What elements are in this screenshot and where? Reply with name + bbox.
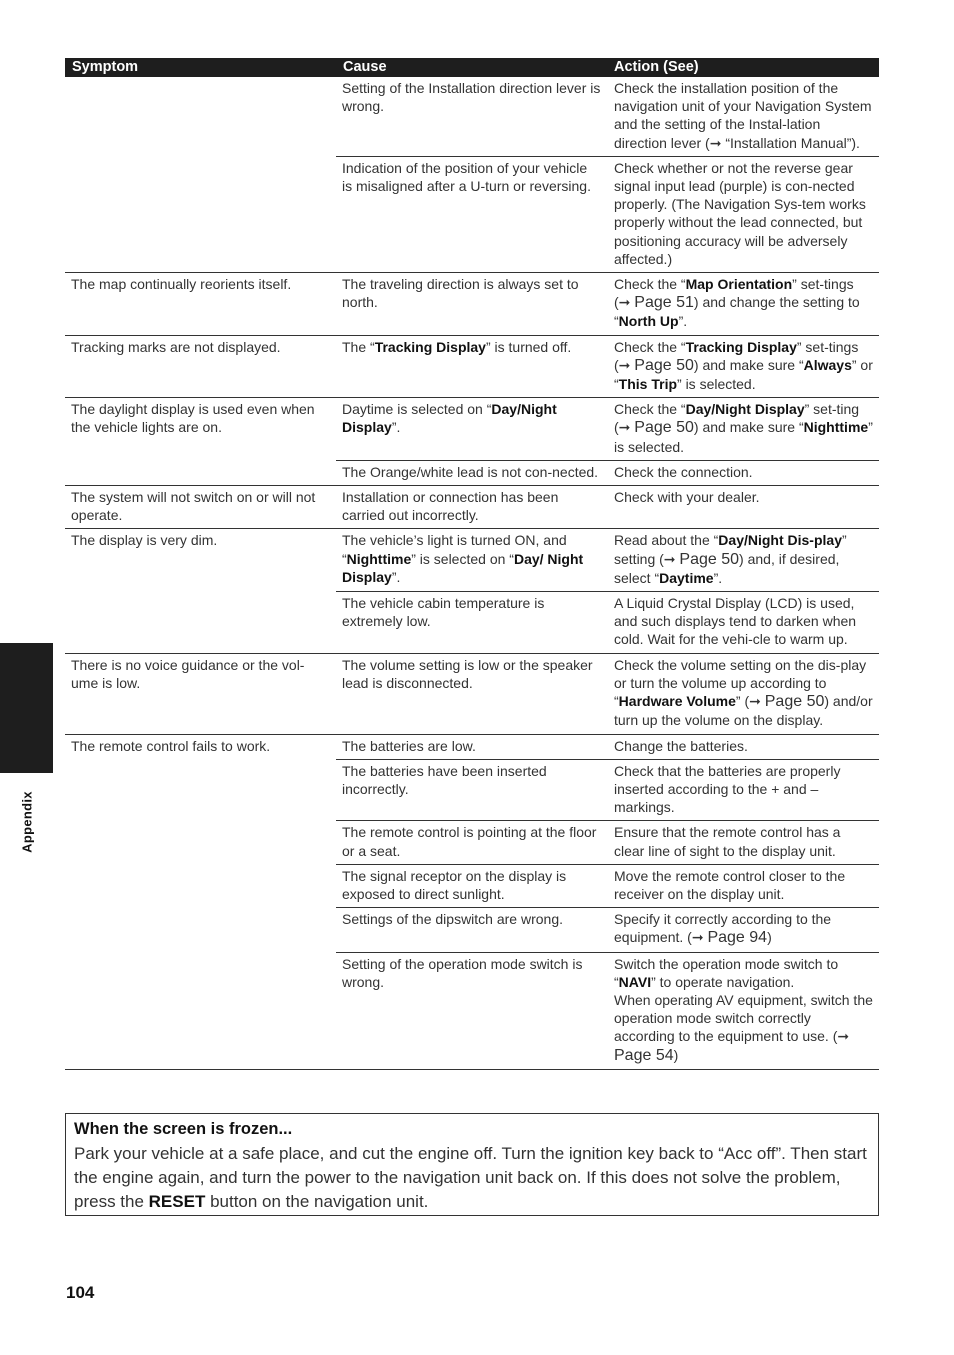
- cause-cell: The vehicle cabin temperature is extremely low.: [342, 595, 545, 630]
- action-cell: Switch the operation mode switch to “NAVI” to operate navigation. When operating AV equipment, switch the operation mode switch correctly according to the equipment to use. (➞ Page 54): [614, 955, 873, 1064]
- action-cell: Check that the batteries are properly inserted according to the + and – markings.: [614, 762, 841, 816]
- troubleshooting-table: [65, 58, 879, 1070]
- cause-action-pair: [336, 398, 879, 461]
- action-cell: Check the “Tracking Display” set-tings (➞ Page 50) and make sure “Always” or “This Trip” is selected.: [614, 338, 873, 393]
- table-row: [65, 486, 879, 529]
- cause-cell: Indication of the position of your vehicle is misaligned after a U-turn or reversing.: [342, 159, 591, 195]
- cause-cell: The batteries are low.: [342, 737, 476, 754]
- action-cell: Check the volume setting on the dis-play or turn the volume up according to “Hardware Volume” (➞ Page 50) and/or turn up the volume on the display.: [614, 656, 873, 729]
- action-cell: Change the batteries.: [614, 737, 748, 754]
- cause-action-pair: [336, 760, 879, 822]
- action-cell: Ensure that the remote control has a clear line of sight to the display unit.: [614, 824, 841, 859]
- cause-action-pair: [336, 336, 879, 398]
- cause-action-pair: [336, 529, 879, 592]
- action-cell: Specify it correctly according to the equipment. (➞ Page 94): [614, 911, 832, 947]
- action-cell: Check the connection.: [614, 463, 753, 480]
- cause-cell: The volume setting is low or the speaker lead is disconnected.: [342, 656, 593, 691]
- cause-cell: Daytime is selected on “Day/Night Display”.: [342, 401, 557, 436]
- cause-action-pair: [336, 592, 879, 653]
- action-cell: Check with your dealer.: [614, 489, 760, 506]
- table-row: [65, 336, 879, 399]
- table-body: [65, 77, 879, 1070]
- cause-action-pair: [336, 735, 879, 760]
- cause-cell: The Orange/white lead is not con-nected.: [342, 463, 599, 480]
- cause-action-pair: [336, 461, 879, 485]
- header-action: Action (See): [614, 59, 699, 75]
- cause-cell: The batteries have been inserted incorrectly.: [342, 762, 547, 797]
- symptom-cell: There is no voice guidance or the vol-ume is low.: [71, 656, 305, 691]
- cause-action-pair: [336, 953, 879, 1069]
- page-number: 104: [66, 1283, 95, 1302]
- symptom-cell: The daylight display is used even when the vehicle lights are on.: [71, 401, 315, 436]
- cause-cell: The traveling direction is always set to north.: [342, 276, 579, 311]
- table-row: [65, 735, 879, 1070]
- symptom-cell: The remote control fails to work.: [71, 737, 271, 754]
- symptom-cell: The system will not switch on or will not operate.: [71, 489, 316, 524]
- cause-action-pair: [336, 77, 879, 157]
- action-cell: Check whether or not the reverse gear signal input lead (purple) is con-nected properly. (The Navigation Sys-tem works properly without the lead connected, but positioning accuracy will be adversely affected.): [614, 159, 866, 267]
- cause-cell: Setting of the operation mode switch is wrong.: [342, 955, 583, 990]
- action-cell: A Liquid Crystal Display (LCD) is used, and such displays tend to darken when cold. Wait for the vehi-cle to warm up.: [614, 595, 857, 648]
- header-cause: Cause: [343, 59, 387, 75]
- action-cell: Read about the “Day/Night Dis-play” setting (➞ Page 50) and, if desired, select “Daytime”.: [614, 532, 847, 586]
- table-header: [65, 58, 879, 77]
- action-cell: Check the “Day/Night Display” set-ting (➞ Page 50) and make sure “Nighttime” is selected.: [614, 401, 873, 455]
- cause-action-pair: [336, 865, 879, 908]
- frozen-body: Park your vehicle at a safe place, and cut the engine off. Turn the ignition key back to “Acc off”. Then start the engine again, and turn the power to the navigation unit back on. If this does not solve the problem, press the RESET button on the navigation unit.: [74, 1144, 867, 1211]
- cause-cell: The signal receptor on the display is exposed to direct sunlight.: [342, 867, 567, 902]
- action-cell: Check the installation position of the navigation unit of your Navigation System and the setting of the Instal-lation direction lever (➞ “Installation Manual”).: [614, 80, 872, 151]
- table-row: [65, 654, 879, 735]
- frozen-screen-box: [65, 1113, 879, 1216]
- table-row: [65, 273, 879, 336]
- cause-cell: Installation or connection has been carried out incorrectly.: [342, 489, 559, 524]
- cause-action-pair: [336, 157, 879, 272]
- cause-action-pair: [336, 273, 879, 335]
- cause-cell: Settings of the dipswitch are wrong.: [342, 911, 564, 928]
- section-label: Appendix: [19, 791, 35, 853]
- frozen-title: When the screen is frozen...: [74, 1120, 293, 1138]
- cause-action-pair: [336, 654, 879, 734]
- symptom-cell: The map continually reorients itself.: [71, 276, 292, 293]
- cause-cell: Setting of the Installation direction lever is wrong.: [342, 80, 601, 115]
- table-row: [65, 77, 879, 273]
- cause-action-pair: [336, 821, 879, 864]
- section-tab: [0, 643, 53, 773]
- symptom-cell: The display is very dim.: [71, 532, 218, 549]
- cause-cell: The vehicle’s light is turned ON, and “Nighttime” is selected on “Day/ Night Display”.: [342, 532, 584, 585]
- cause-action-pair: [336, 908, 879, 952]
- table-row: [65, 529, 879, 653]
- cause-action-pair: [336, 486, 879, 528]
- cause-cell: The remote control is pointing at the floor or a seat.: [342, 824, 597, 859]
- table-row: [65, 398, 879, 486]
- action-cell: Move the remote control closer to the receiver on the display unit.: [614, 867, 846, 902]
- cause-cell: The “Tracking Display” is turned off.: [342, 338, 572, 355]
- action-cell: Check the “Map Orientation” set-tings (➞ Page 51) and change the setting to “North Up”.: [614, 276, 860, 330]
- symptom-cell: Tracking marks are not displayed.: [71, 338, 281, 355]
- header-symptom: Symptom: [72, 59, 139, 75]
